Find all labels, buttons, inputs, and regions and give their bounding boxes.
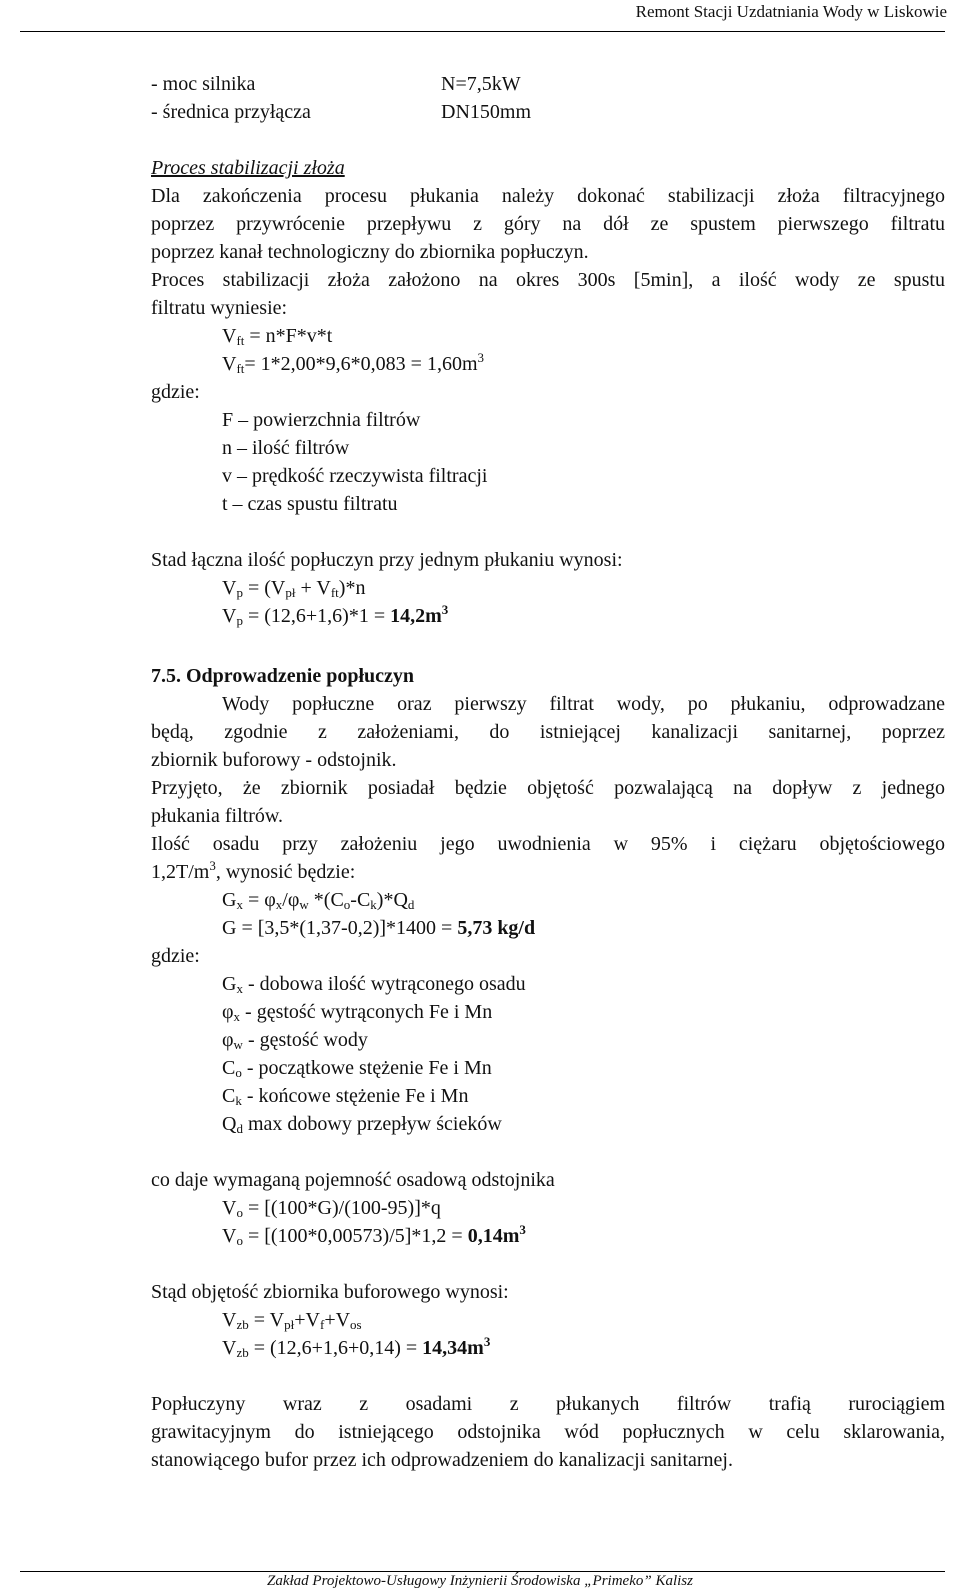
definition-item: $\varphi_w$ - gęstość wody: [222, 1029, 368, 1052]
definition-item: v – prędkość rzeczywista filtracji: [222, 465, 488, 487]
page-footer-text: Zakład Projektowo-Usługowy Inżynierii Środowiska „Primeko” Kalisz: [267, 1573, 693, 1589]
paragraph-line: filtratu wyniesie:: [151, 297, 288, 319]
formula-vft-value: $V_{ft}= 1*2,00*9,6*0,083 = 1,60m^3$: [222, 350, 485, 376]
formula-g-value: G = [3,5*(1,37-0,2)]*1400 = 5,73 kg/d: [222, 917, 536, 939]
section-7-5: [151, 662, 945, 1474]
definition-item: $G_x$ - dobowa ilość wytrąconego osadu: [222, 973, 526, 996]
footer-divider: [20, 1571, 945, 1572]
paragraph-line: poprzez przywrócenie przepływu z góry na dół ze spustem pierwszego filtratu: [151, 213, 945, 235]
spec-value: N=7,5kW: [441, 73, 521, 95]
definition-item: n – ilość filtrów: [222, 437, 350, 459]
formula-vo-value: $V_o = [(100*0,00573)/5]*1,2 = 0,14m^3$: [222, 1222, 526, 1248]
stabilization-section: [151, 154, 945, 630]
formula-vzb: $V_{zb} = V_{pł}+V_f+V_{os}$: [222, 1309, 362, 1332]
paragraph-line: Ilość osadu przy założeniu jego uwodnienia w 95% i ciężaru objętościowego: [151, 833, 945, 855]
section-heading: 7.5. Odprowadzenie popłuczyn: [151, 665, 414, 687]
formula-vzb-value: $V_{zb} = (12,6+1,6+0,14) = 14,34m^3$: [222, 1334, 491, 1360]
section-subheading: Proces stabilizacji złoża: [151, 157, 345, 179]
specs-block: [151, 70, 945, 126]
paragraph-line: Stad łączna ilość popłuczyn przy jednym płukaniu wynosi:: [151, 549, 623, 571]
formula-vo: $V_o = [(100*G)/(100-95)]*q$: [222, 1197, 441, 1220]
paragraph-line: poprzez kanał technologiczny do zbiornika popłuczyn.: [151, 241, 589, 263]
formula-vp-value: $V_p = (12,6+1,6)*1 = 14,2m^3$: [222, 602, 449, 628]
definition-item: $Q_d$ max dobowy przepływ ścieków: [222, 1113, 502, 1136]
paragraph-line: Dla zakończenia procesu płukania należy dokonać stabilizacji złoża filtracyjnego: [151, 185, 945, 207]
paragraph-line: grawitacyjnym do istniejącego odstojnika wód popłucznych w celu sklarowania,: [151, 1421, 945, 1443]
paragraph-line: co daje wymaganą pojemność osadową odstojnika: [151, 1169, 555, 1191]
definition-item: $\varphi_x$ - gęstość wytrąconych Fe i Mn: [222, 1001, 493, 1024]
definition-item: t – czas spustu filtratu: [222, 493, 398, 515]
definition-item: F – powierzchnia filtrów: [222, 409, 421, 431]
definition-item: $C_o$ - początkowe stężenie Fe i Mn: [222, 1057, 492, 1080]
paragraph-line: zbiornik buforowy - odstojnik.: [151, 749, 397, 771]
definition-item: $C_k$ - końcowe stężenie Fe i Mn: [222, 1085, 469, 1108]
spec-label: - moc silnika: [151, 73, 256, 95]
paragraph-line: Przyjęto, że zbiornik posiadał będzie objętość pozwalającą na dopływ z jednego: [151, 777, 945, 799]
formula-gx: $G_x = \varphi_x/\varphi_w$ $*(C_o-C_k)*Q_d$: [222, 889, 415, 912]
where-label: gdzie:: [151, 945, 200, 967]
spec-label: - średnica przyłącza: [151, 101, 311, 123]
page-header-title: Remont Stacji Uzdatniania Wody w Liskowie: [635, 2, 947, 21]
paragraph-line: $1,2T/m^3$, wynosić będzie:: [151, 858, 356, 883]
spec-row: [151, 98, 945, 126]
paragraph-line: stanowiącego bufor przez ich odprowadzeniem do kanalizacji sanitarnej.: [151, 1449, 733, 1471]
formula-vp: $V_p = (V_{pł} + V_{ft})*n$: [222, 577, 366, 600]
where-label: gdzie:: [151, 381, 200, 403]
header-divider: [20, 31, 945, 32]
spec-value: DN150mm: [441, 101, 531, 123]
paragraph-line: Popłuczyny wraz z osadami z płukanych filtrów trafią rurociągiem: [151, 1393, 945, 1415]
paragraph-line: płukania filtrów.: [151, 805, 284, 827]
paragraph-line: będą, zgodnie z założeniami, do istniejącej kanalizacji sanitarnej, poprzez: [151, 721, 945, 743]
paragraph-line: Proces stabilizacji złoża założono na okres 300s [5min], a ilość wody ze spustu: [151, 269, 945, 291]
formula-vft: $V_{ft} = n*F*v*t$: [222, 325, 333, 348]
paragraph-line: Stąd objętość zbiornika buforowego wynosi:: [151, 1281, 509, 1303]
paragraph-line: Wody popłuczne oraz pierwszy filtrat wody, po płukaniu, odprowadzane: [222, 693, 945, 715]
spec-row: [151, 70, 945, 98]
